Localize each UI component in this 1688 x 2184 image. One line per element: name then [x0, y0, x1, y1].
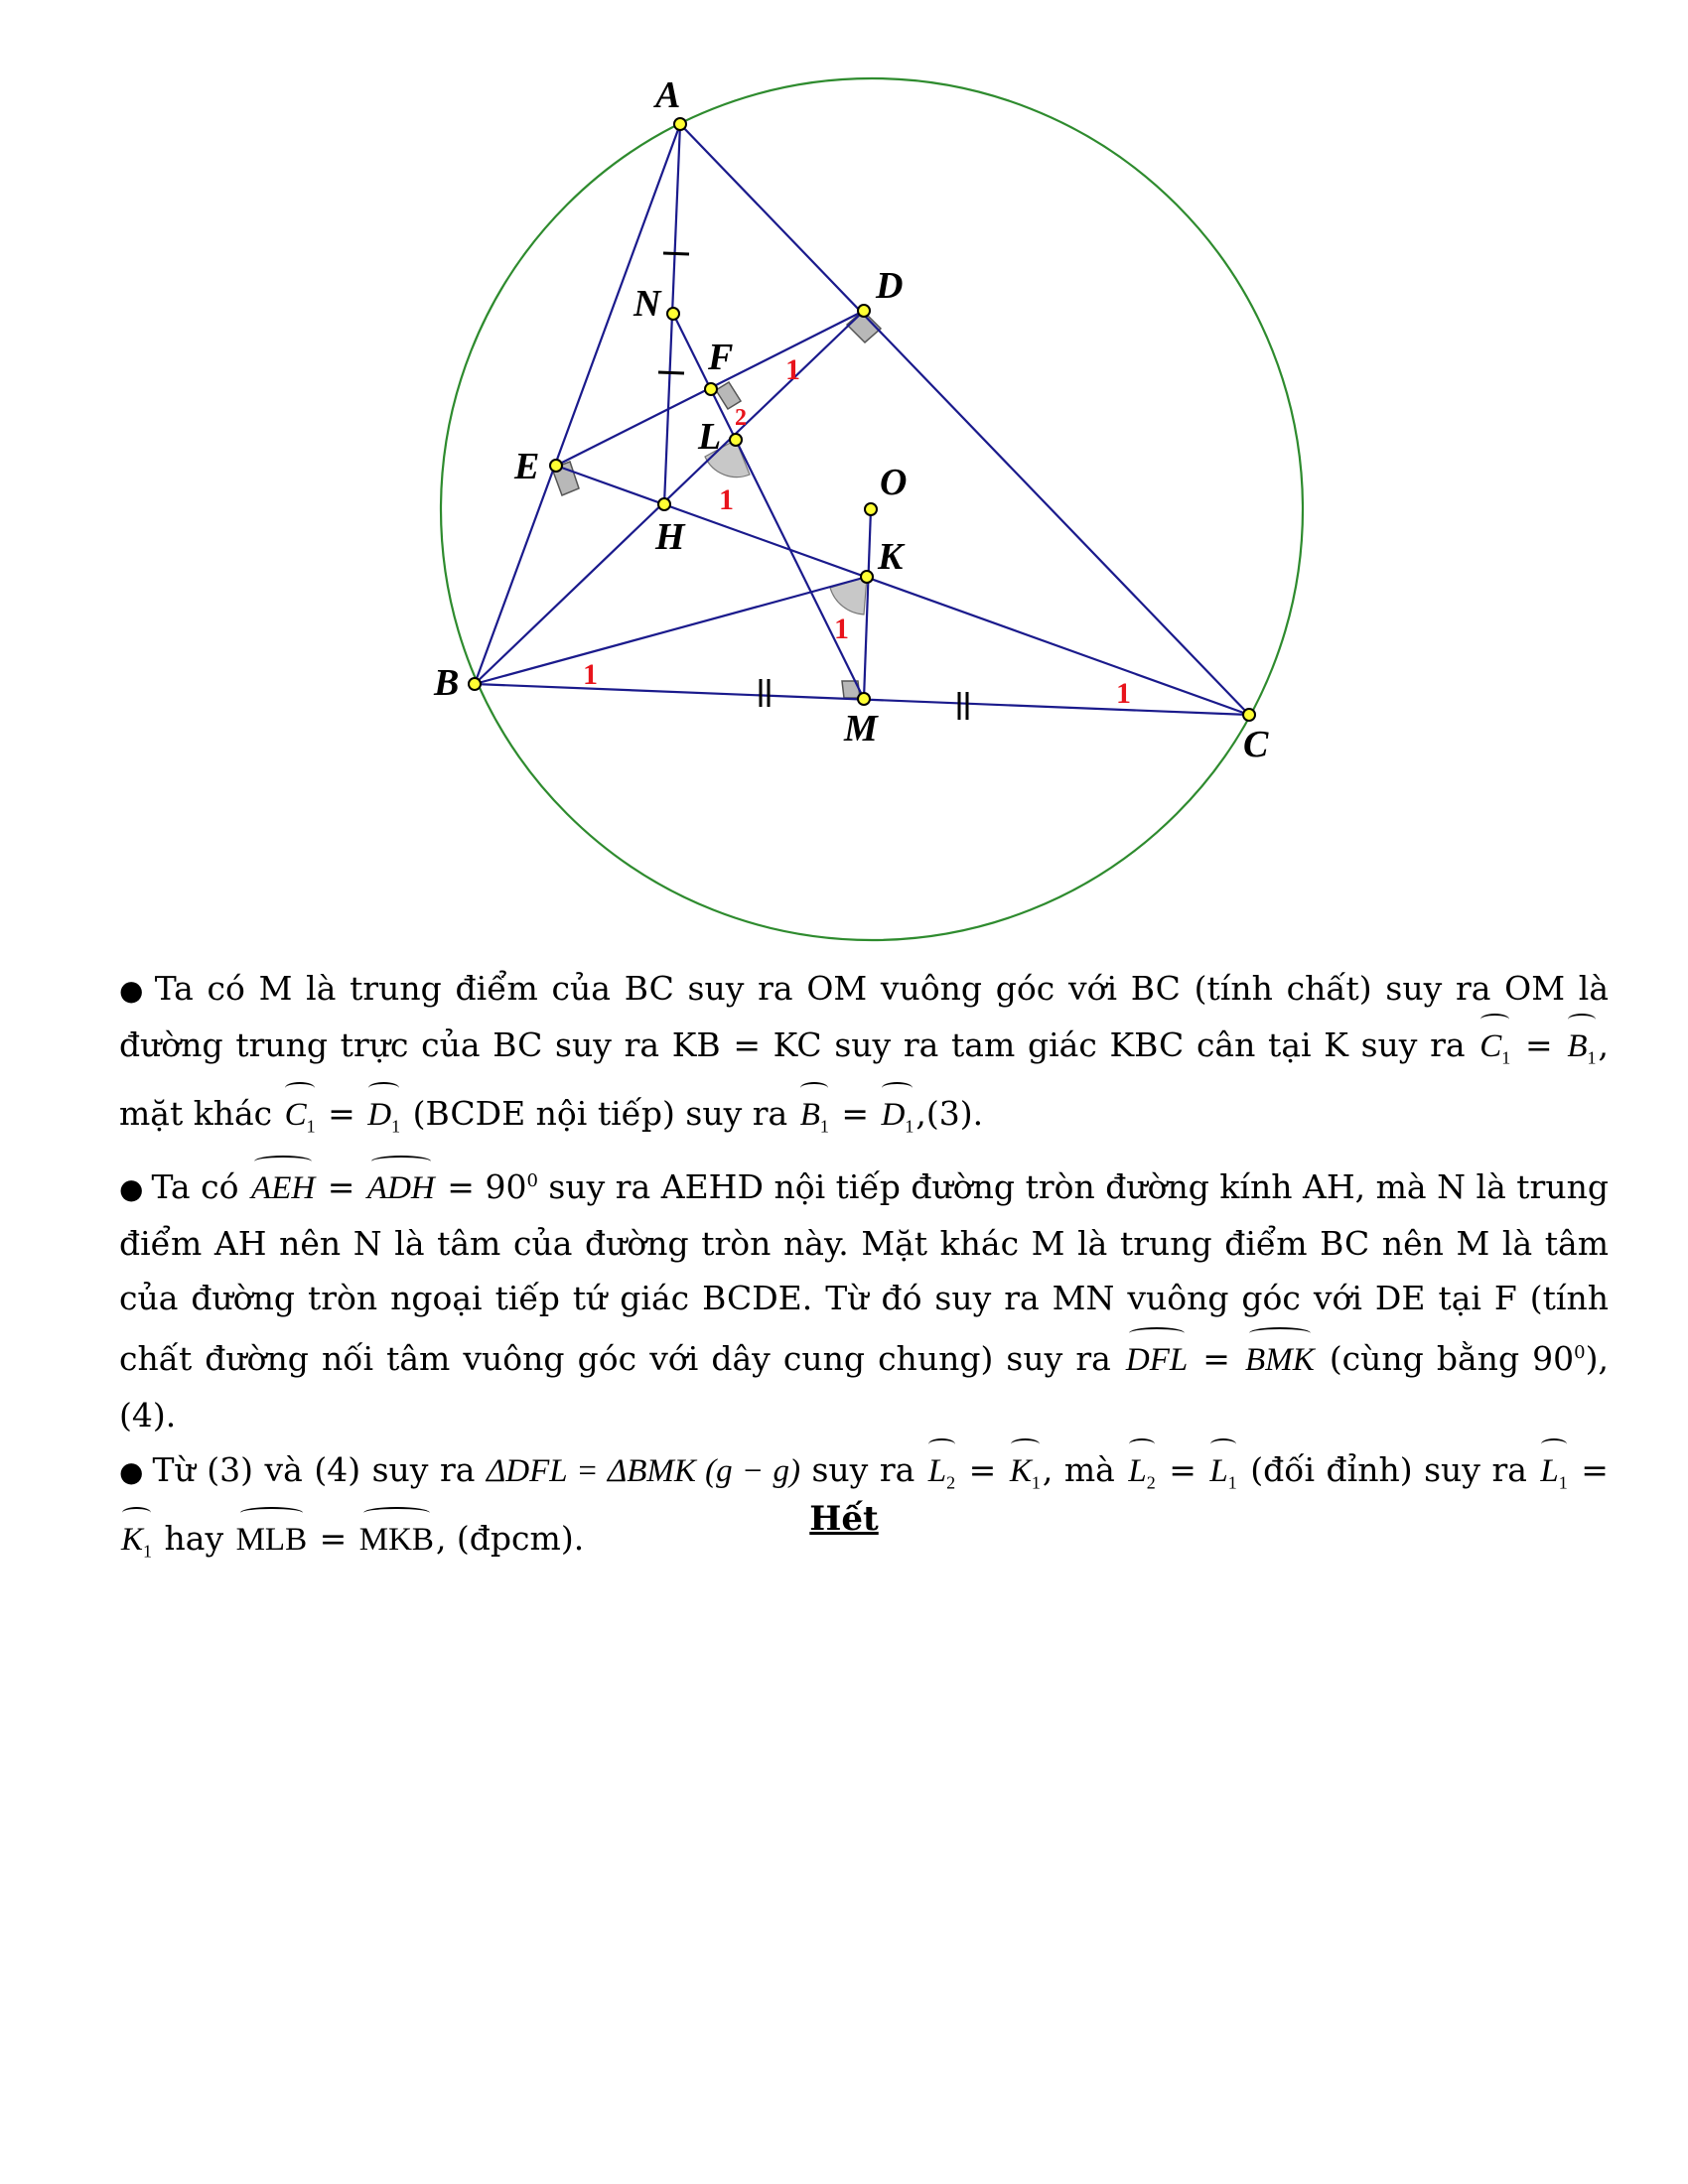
tick-AN	[663, 253, 689, 254]
angle-DFL: DFL	[1124, 1333, 1190, 1388]
tick-BM	[761, 679, 769, 707]
segment-AC	[680, 124, 1249, 715]
angle-label-D1: 1	[785, 353, 800, 386]
angle-MLB: MLB	[234, 1513, 310, 1568]
points	[469, 118, 1255, 721]
label-M: M	[844, 708, 878, 750]
angle-MKB: MKB	[357, 1513, 436, 1568]
point-A	[674, 118, 686, 130]
point-M	[858, 693, 870, 705]
angle-L2-b: $L_2$	[1126, 1444, 1157, 1511]
label-F: F	[708, 337, 734, 378]
label-N: N	[633, 283, 661, 325]
label-B: B	[434, 662, 460, 704]
angle-L1-b: $L_1$	[1538, 1444, 1569, 1511]
angle-label-C1: 1	[1116, 677, 1131, 710]
geometry-figure	[0, 0, 1688, 953]
angle-AEH: AEH	[249, 1161, 317, 1216]
point-F	[705, 383, 717, 395]
point-K	[861, 571, 873, 583]
angle-D1: $D_1$	[365, 1088, 402, 1155]
angle-label-K1: 1	[834, 613, 849, 645]
angle-L1: $L_1$	[1207, 1444, 1238, 1511]
tick-NH	[658, 372, 684, 373]
label-D: D	[876, 265, 904, 307]
point-B	[469, 678, 481, 690]
angle-C1: $C_1$	[1477, 1020, 1512, 1086]
proof-text	[119, 961, 1609, 1578]
point-E	[550, 460, 562, 472]
segments	[475, 124, 1249, 715]
proof-paragraph-2: ● Ta có AEH = ADH = $90^0$ suy ra AEHD nội tiếp đường tròn đường kính AH, mà N là trung điểm AH nên N là tâm của đường tròn này. Mặt khác M là trung điểm BC nên M là tâm của đường tròn ngoại tiếp tứ giác BCDE. Từ đó suy ra MN vuông góc với DE tại F (tính chất đường nối tâm vuông góc với dây cung chung) suy ra DFL = BMK (cùng bằng $90^0$), (4).	[119, 1154, 1609, 1442]
angle-BMK: BMK	[1243, 1333, 1317, 1388]
point-H	[658, 498, 670, 510]
angle-B1-b: $B_1$	[798, 1088, 831, 1155]
point-O	[865, 503, 877, 515]
point-C	[1243, 709, 1255, 721]
tick-MC	[959, 692, 967, 720]
angle-label-L1: 1	[719, 483, 734, 516]
proof-paragraph-3: ● Từ (3) và (4) suy ra ΔDFL = ΔBMK (g − g) suy ra $L_2 = K_1$, mà $L_2 = L_1$ (đối đỉnh) suy ra $L_1 = K_1$ hay MLB = MKB, (đpcm).	[119, 1442, 1609, 1578]
bullet-icon: ●	[119, 974, 147, 1007]
label-C: C	[1243, 724, 1269, 765]
label-O: O	[880, 462, 908, 503]
label-E: E	[514, 446, 540, 487]
angle-C1-b: $C_1$	[283, 1088, 318, 1155]
angle-B1: $B_1$	[1565, 1020, 1598, 1086]
triangle-similarity: ΔDFL = ΔBMK (g − g)	[486, 1453, 800, 1490]
point-D	[858, 305, 870, 317]
label-H: H	[655, 516, 685, 558]
point-L	[730, 434, 742, 446]
bullet-icon: ●	[119, 1172, 144, 1206]
label-K: K	[878, 536, 904, 578]
segment-AB	[475, 124, 680, 684]
angle-K1: $K_1$	[1008, 1444, 1043, 1511]
bullet-icon: ●	[119, 1455, 145, 1489]
angle-label-B1: 1	[583, 658, 598, 691]
angle-label-L2: 2	[735, 405, 747, 431]
angle-ADH: ADH	[365, 1161, 437, 1216]
segment-BK	[475, 577, 867, 684]
label-L: L	[698, 416, 722, 458]
angle-K1-b: $K_1$	[119, 1513, 154, 1579]
end-marker: Hết	[809, 1499, 879, 1539]
proof-paragraph-1: ● Ta có M là trung điểm của BC suy ra OM vuông góc với BC (tính chất) suy ra OM là đường trung trực của BC suy ra KB = KC suy ra tam giác KBC cân tại K suy ra $C_1 = B_1$, mặt khác $C_1 = D_1$ (BCDE nội tiếp) suy ra $B_1 = D_1,(3)$.	[119, 961, 1609, 1154]
point-N	[667, 308, 679, 320]
angle-D1-b: $D_1$	[880, 1088, 916, 1155]
angle-L2: $L_2$	[926, 1444, 957, 1511]
label-A: A	[655, 74, 681, 116]
